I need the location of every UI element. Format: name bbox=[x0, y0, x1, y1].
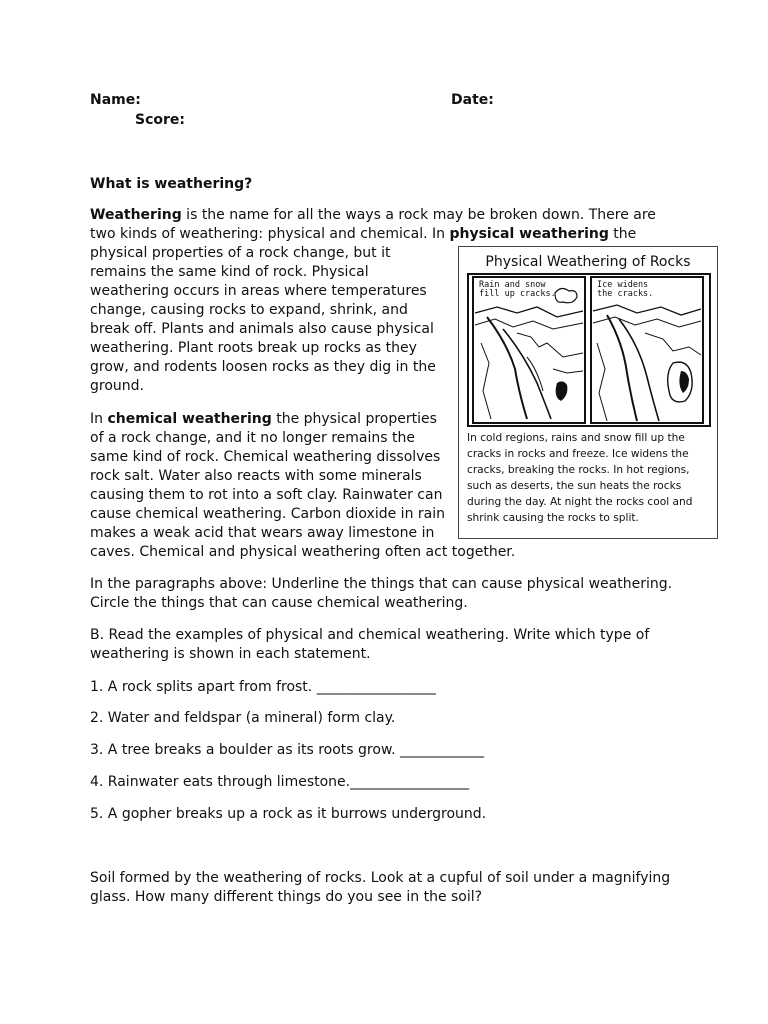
panel2-label-line1: Ice widens bbox=[597, 280, 649, 290]
figure-box bbox=[458, 246, 718, 539]
figure-caption-line: during the day. At night the rocks cool and bbox=[467, 496, 693, 508]
part-b-line: weathering is shown in each statement. bbox=[90, 646, 371, 662]
physical-text-line: weathering occurs in areas where temperatures bbox=[90, 283, 427, 299]
date-label: Date: bbox=[451, 92, 494, 108]
panel-rain-snow bbox=[473, 277, 585, 423]
question-3: 3. A tree breaks a boulder as its roots grow. ____________ bbox=[90, 742, 485, 758]
physical-text-line: grow, and rodents loosen rocks as they dig in the bbox=[90, 359, 436, 375]
physical-text-line: physical properties of a rock change, but it bbox=[90, 245, 391, 261]
chemical-text-line: cause chemical weathering. Carbon dioxide in rain bbox=[90, 506, 445, 522]
part-b-line: B. Read the examples of physical and chemical weathering. Write which type of bbox=[90, 627, 650, 643]
physical-text-line: break off. Plants and animals also cause physical bbox=[90, 321, 434, 337]
intro-text: is the name for all the ways a rock may be broken down. There are bbox=[181, 207, 656, 223]
panel1-label-line1: Rain and snow bbox=[479, 280, 546, 290]
physical-weathering-term: physical weathering bbox=[449, 226, 609, 242]
chemical-text-line: caves. Chemical and physical weathering often act together. bbox=[90, 544, 516, 560]
physical-text-line: change, causing rocks to expand, shrink, and bbox=[90, 302, 408, 318]
intro-text: the bbox=[608, 226, 637, 242]
score-label: Score: bbox=[135, 112, 185, 128]
physical-text-line: ground. bbox=[90, 378, 144, 394]
physical-text-line: weathering. Plant roots break up rocks as they bbox=[90, 340, 417, 356]
figure-caption-line: cracks, breaking the rocks. In hot regions, bbox=[467, 464, 690, 476]
intro-line bbox=[90, 206, 656, 225]
soil-line: Soil formed by the weathering of rocks. Look at a cupful of soil under a magnifying bbox=[90, 870, 671, 886]
intro-line bbox=[90, 225, 636, 244]
question-1: 1. A rock splits apart from frost. _________________ bbox=[90, 679, 436, 695]
figure-caption-line: In cold regions, rains and snow fill up the bbox=[467, 432, 685, 444]
chemical-weathering-term: chemical weathering bbox=[107, 411, 272, 427]
chemical-text-line: of a rock change, and it no longer remains the bbox=[90, 430, 415, 446]
chemical-text: the physical properties bbox=[271, 411, 437, 427]
chemical-text-line: causing them to rot into a soft clay. Rainwater can bbox=[90, 487, 443, 503]
section-heading: What is weathering? bbox=[90, 176, 253, 192]
question-4: 4. Rainwater eats through limestone._________________ bbox=[90, 774, 470, 790]
question-2: 2. Water and feldspar (a mineral) form clay. bbox=[90, 710, 396, 726]
question-5: 5. A gopher breaks up a rock as it burrows underground. bbox=[90, 806, 487, 822]
physical-text-line: remains the same kind of rock. Physical bbox=[90, 264, 369, 280]
figure-caption-line: shrink causing the rocks to split. bbox=[467, 512, 639, 524]
intro-text: two kinds of weathering: physical and chemical. In bbox=[90, 226, 450, 242]
name-label: Name: bbox=[90, 92, 141, 108]
chemical-text-line: rock salt. Water also reacts with some minerals bbox=[90, 468, 422, 484]
instruction-line: In the paragraphs above: Underline the things that can cause physical weathering. bbox=[90, 576, 673, 592]
weathering-term: Weathering bbox=[90, 207, 182, 223]
instruction-line: Circle the things that can cause chemical weathering. bbox=[90, 595, 468, 611]
chemical-text-line: makes a weak acid that wears away limestone in bbox=[90, 525, 435, 541]
panel1-label-line2: fill up cracks. bbox=[479, 289, 556, 299]
chemical-text-line: same kind of rock. Chemical weathering dissolves bbox=[90, 449, 441, 465]
figure-caption-line: cracks in rocks and freeze. Ice widens the bbox=[467, 448, 689, 460]
soil-line: glass. How many different things do you see in the soil? bbox=[90, 889, 483, 905]
figure-title: Physical Weathering of Rocks bbox=[485, 254, 691, 270]
panel2-label-line2: the cracks. bbox=[597, 289, 654, 299]
panel-ice-widens bbox=[591, 277, 703, 423]
chemical-line bbox=[90, 410, 437, 429]
weathering-illustration bbox=[467, 273, 711, 427]
figure-caption-line: such as deserts, the sun heats the rocks bbox=[467, 480, 682, 492]
chemical-text: In bbox=[90, 411, 108, 427]
